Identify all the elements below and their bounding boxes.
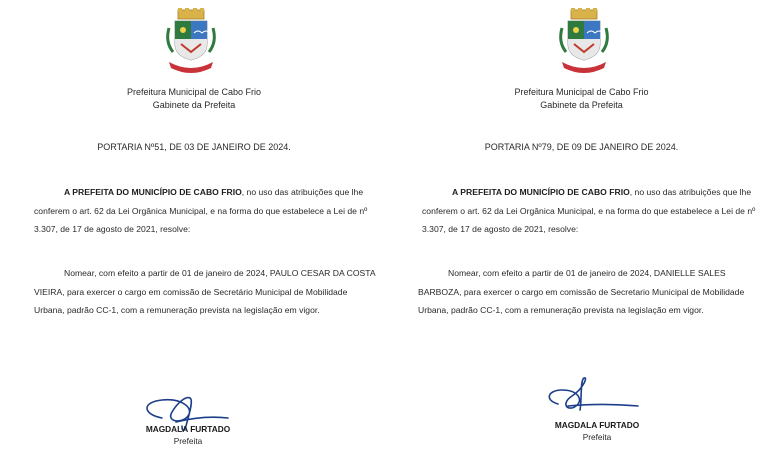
appointment-paragraph xyxy=(418,264,766,320)
letterhead xyxy=(388,86,775,112)
preamble-paragraph xyxy=(34,183,378,239)
coat-of-arms-icon xyxy=(163,8,219,74)
municipality-name: Prefeitura Municipal de Cabo Frio xyxy=(514,87,649,97)
appointment-paragraph xyxy=(34,264,378,320)
letterhead xyxy=(0,86,388,112)
appointment-text: Nomear, com efeito a partir de 01 de janeiro de 2024, DANIELLE SALES BARBOZA, para exercer o cargo em comissão de Secretario Municipal de Mobilidade Urbana, padrão CC-1, com a remuneração prevista na legislação em vigor. xyxy=(418,268,745,315)
preamble-paragraph xyxy=(422,183,766,239)
portaria-title: PORTARIA Nº79, DE 09 DE JANEIRO DE 2024. xyxy=(484,142,679,152)
preamble-text: , no uso das atribuições que lhe conferem o art. 62 da Lei Orgânica Municipal, e na forma do que estabelece a Lei de nº 3.307, de 17 de agosto de 2021, resolve: xyxy=(34,187,368,234)
office-name: Gabinete da Prefeita xyxy=(152,100,236,110)
appointment-text: Nomear, com efeito a partir de 01 de janeiro de 2024, PAULO CESAR DA COSTA VIEIRA, para exercer o cargo em comissão de Secretário Municipal de Mobilidade Urbana, padrão CC-1, com a remuneração prevista na legislação em vigor. xyxy=(34,268,376,315)
signer-role: Prefeita xyxy=(173,436,203,446)
office-name: Gabinete da Prefeita xyxy=(540,100,623,110)
signature-block xyxy=(517,419,677,443)
preamble-authority: A PREFEITA DO MUNICÍPIO DE CABO FRIO xyxy=(64,187,242,197)
portaria-document-right xyxy=(388,0,775,473)
signer-name: MAGDALA FURTADO xyxy=(145,424,231,434)
handwritten-signature xyxy=(538,374,658,418)
municipality-name: Prefeitura Municipal de Cabo Frio xyxy=(126,87,262,97)
signer-role: Prefeita xyxy=(582,432,612,442)
preamble-text: , no uso das atribuições que lhe conferem o art. 62 da Lei Orgânica Municipal, e na forma do que estabelece a Lei de nº 3.307, de 17 de agosto de 2021, resolve: xyxy=(422,187,756,234)
coat-of-arms-icon xyxy=(556,8,612,74)
preamble-authority: A PREFEITA DO MUNICÍPIO DE CABO FRIO xyxy=(452,187,630,197)
portaria-title: PORTARIA Nº51, DE 03 DE JANEIRO DE 2024. xyxy=(97,142,291,152)
signature-block xyxy=(108,423,268,447)
signer-name: MAGDALA FURTADO xyxy=(554,420,640,430)
